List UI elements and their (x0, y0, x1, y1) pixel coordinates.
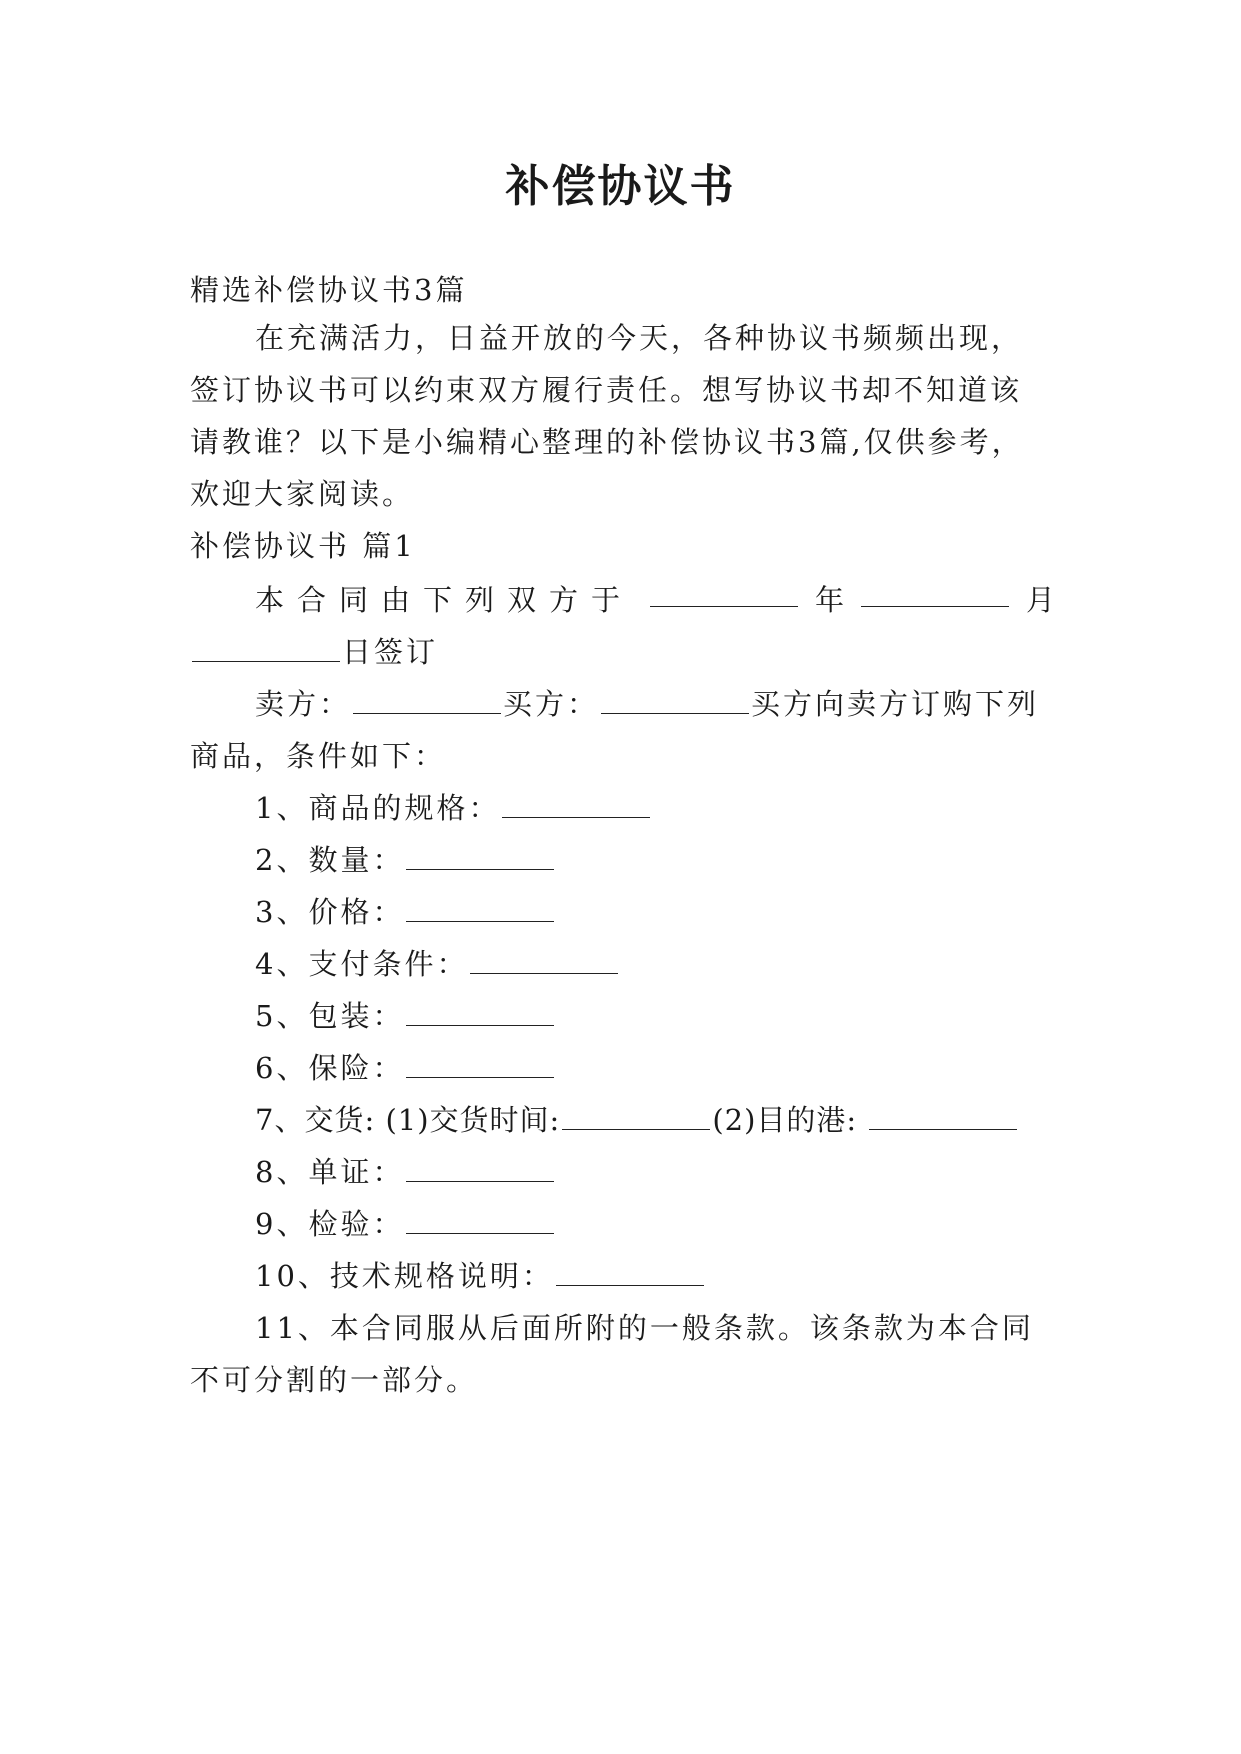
item-5-label: 5、包装： (255, 999, 405, 1033)
item-8-blank (406, 1155, 554, 1182)
document-title: 补偿协议书 (505, 161, 736, 212)
item-9-label: 9、检验： (255, 1207, 405, 1241)
item-1-blank (502, 791, 650, 818)
item-4-blank (470, 947, 618, 974)
seller-blank (353, 687, 501, 714)
item-6-label: 6、保险： (255, 1051, 405, 1085)
subtitle: 精选补偿协议书3篇 (190, 273, 468, 307)
delivery-time-label: (1)交货时间: (385, 1103, 561, 1137)
item-3-blank (406, 895, 554, 922)
destination-port-label: (2)目的港: (712, 1103, 858, 1137)
item-2-label: 2、数量： (255, 843, 405, 877)
contract-date-line-cont (190, 632, 438, 672)
delivery-label: 7、交货: (255, 1103, 376, 1137)
contract-date-line (255, 580, 1055, 620)
item-10-blank (556, 1259, 704, 1286)
order-text-cont: 商品，条件如下： (190, 739, 447, 773)
item-9 (255, 1204, 556, 1244)
buyer-blank (601, 687, 749, 714)
item-3 (255, 892, 556, 932)
month-label: 月 (1025, 583, 1055, 617)
item-10-label: 10、技术规格说明： (255, 1259, 554, 1293)
item-6-blank (406, 1051, 554, 1078)
date-end-text: 日签订 (342, 635, 439, 669)
item-7-delivery (255, 1100, 1019, 1140)
intro-line-4: 欢迎大家阅读。 (190, 477, 415, 511)
item-5-blank (406, 999, 554, 1026)
order-text: 买方向卖方订购下列 (751, 687, 1040, 721)
seller-label: 卖方： (255, 687, 352, 721)
item-4-label: 4、支付条件： (255, 947, 469, 981)
item-3-label: 3、价格： (255, 895, 405, 929)
item-4 (255, 944, 620, 984)
clause-11-line-2: 不可分割的一部分。 (190, 1363, 479, 1397)
intro-line-2: 签订协议书可以约束双方履行责任。想写协议书却不知道该 (190, 373, 1023, 407)
item-10 (255, 1256, 706, 1296)
buyer-label: 买方： (503, 687, 600, 721)
year-label: 年 (814, 583, 844, 617)
item-1 (255, 788, 652, 828)
intro-line-1: 在充满活力，日益开放的今天，各种协议书频频出现， (255, 321, 1024, 355)
section-heading: 补偿协议书 篇1 (190, 529, 416, 563)
item-9-blank (406, 1207, 554, 1234)
day-blank (192, 635, 340, 662)
year-blank (650, 580, 798, 607)
destination-port-blank (869, 1103, 1017, 1130)
delivery-time-blank (562, 1103, 710, 1130)
item-8 (255, 1152, 556, 1192)
item-8-label: 8、单证： (255, 1155, 405, 1189)
item-5 (255, 996, 556, 1036)
clause-11-line-1: 11、本合同服从后面所附的一般条款。该条款为本合同 (255, 1311, 1034, 1345)
item-2 (255, 840, 556, 880)
item-2-blank (406, 843, 554, 870)
intro-line-3: 请教谁？以下是小编精心整理的补偿协议书3篇,仅供参考， (190, 425, 1024, 459)
item-1-label: 1、商品的规格： (255, 791, 501, 825)
item-6 (255, 1048, 556, 1088)
parties-line (255, 684, 1039, 724)
month-blank (861, 580, 1009, 607)
date-intro-text: 本合同由下列双方于 (255, 583, 634, 617)
